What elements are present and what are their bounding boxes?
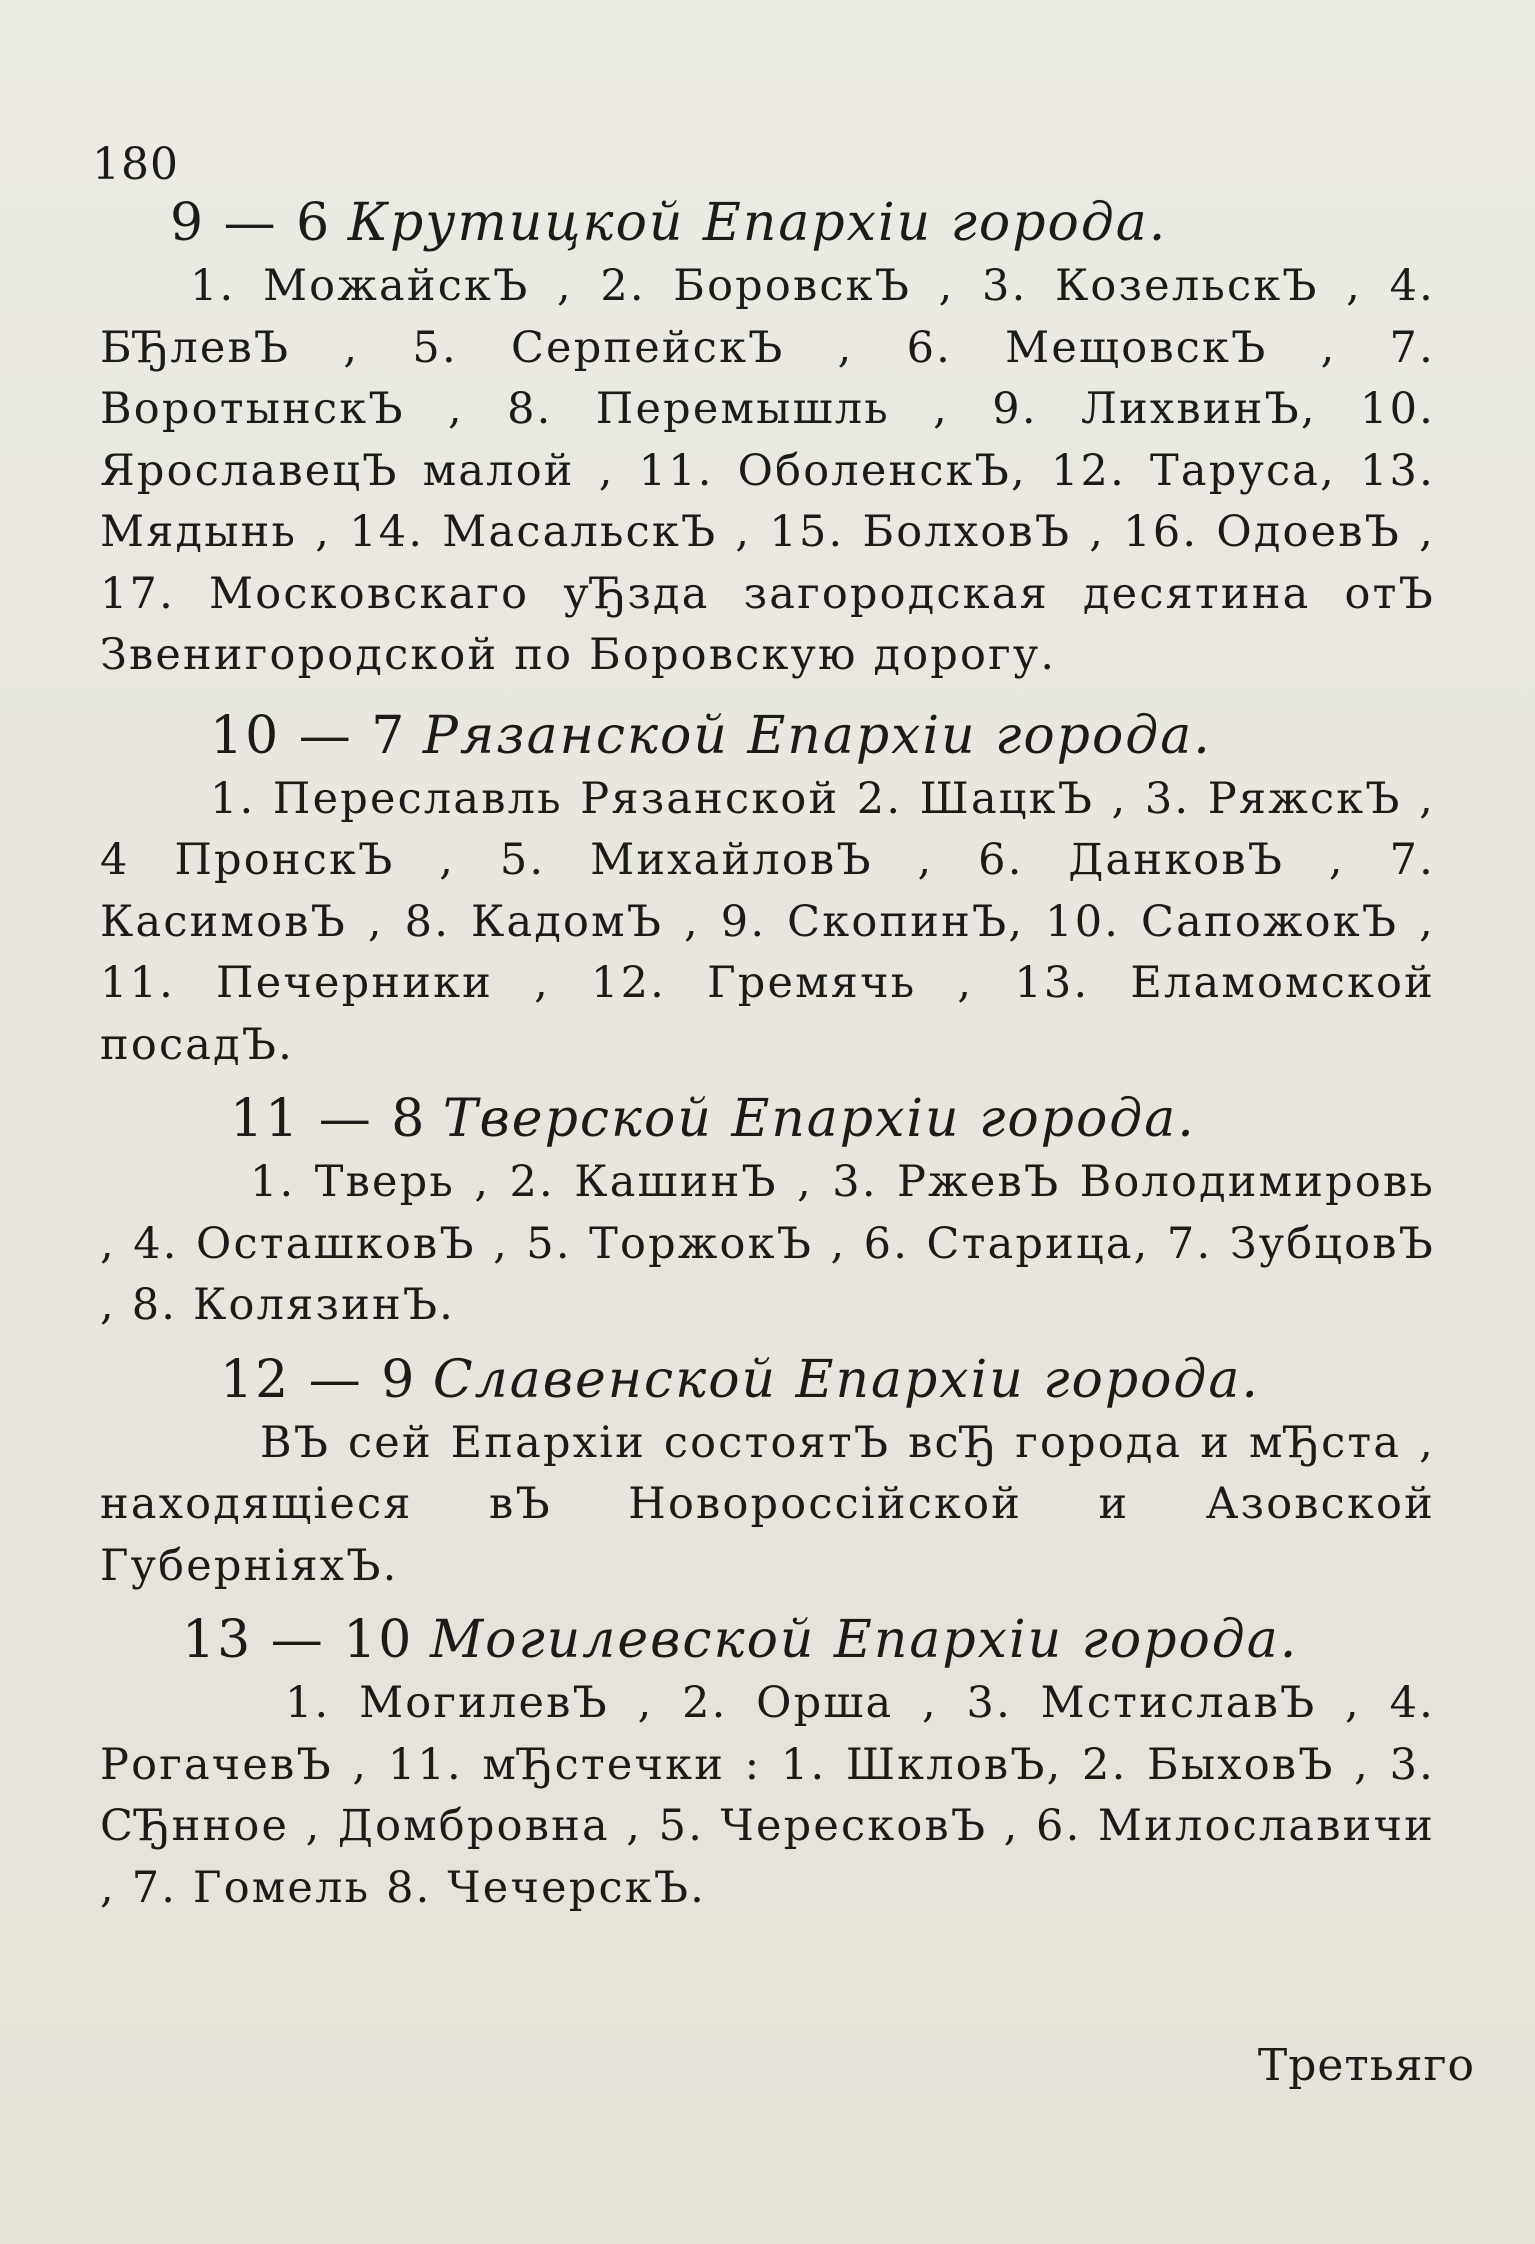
- page-number: 180: [92, 139, 179, 190]
- section-heading: [100, 703, 1435, 769]
- section-number: 9 — 6: [170, 193, 332, 253]
- section-heading: [100, 190, 1435, 256]
- section-tverskaya: [100, 1086, 1435, 1337]
- page-content: [92, 139, 1435, 1919]
- section-number: 12 — 9: [220, 1349, 417, 1410]
- section-number: 13 — 10: [182, 1610, 414, 1670]
- section-heading: [100, 1347, 1435, 1413]
- section-slavenskaya: [100, 1347, 1435, 1598]
- section-number: 10 — 7: [210, 705, 407, 766]
- section-text: 1. Переславль Рязанской 2. ШацкЪ , 3. РяжскЪ , 4 ПронскЪ , 5. МихайловЪ , 6. ДанковЪ , 7. КасимовЪ , 8. КадомЪ , 9. СкопинЪ, 10. СапожокЪ , 11. Печерники , 12. Гремячь , 13. Еламомской посадЪ.: [100, 773, 1435, 1070]
- section-heading: [100, 1086, 1435, 1152]
- section-ryazanskaya: [100, 703, 1435, 1077]
- section-title: Славенской Епархіи города.: [432, 1349, 1260, 1410]
- section-text: 1. МогилевЪ , 2. Орша , 3. МстиславЪ , 4. РогачевЪ , 11. мЂстечки : 1. ШкловЪ, 2. БыховЪ , 3. СЂнное , Домбровна , 5. ЧересковЪ , 6. Милославичи , 7. Гомель 8. ЧечерскЪ.: [100, 1678, 1435, 1913]
- section-heading: [100, 1607, 1435, 1673]
- section-text: 1. МожайскЪ , 2. БоровскЪ , 3. КозельскЪ , 4. БЂлевЪ , 5. СерпейскЪ , 6. МещовскЪ , 7. ВоротынскЪ , 8. Перемышль , 9. ЛихвинЪ, 10. ЯрославецЪ малой , 11. ОболенскЪ, 12. Таруса, 13. Мядынь , 14. МасальскЪ , 15. БолховЪ , 16. ОдоевЪ , 17. Московскаго уЂзда загородская десятина отЪ Звенигородской по Боровскую дорогу.: [100, 261, 1435, 680]
- section-title: Рязанской Епархіи города.: [422, 705, 1212, 766]
- section-krutitskaya: [100, 190, 1435, 687]
- section-title: Могилевской Епархіи города.: [429, 1610, 1299, 1670]
- section-number: 11 — 8: [230, 1089, 427, 1149]
- section-title: Тверской Епархіи города.: [442, 1089, 1196, 1149]
- section-text: ВЪ сей Епархіи состоятЪ всЂ города и мЂста , находящіеся вЪ Новороссійской и Азовской ГуберніяхЪ.: [100, 1417, 1435, 1591]
- section-mogilevskaya: [100, 1607, 1435, 1919]
- catchword: Третьяго: [1257, 2040, 1475, 2091]
- section-title: Крутицкой Епархіи города.: [347, 193, 1168, 253]
- section-text: 1. Тверь , 2. КашинЪ , 3. РжевЪ Володимировь , 4. ОсташковЪ , 5. ТоржокЪ , 6. Старица, 7. ЗубцовЪ , 8. КолязинЪ.: [100, 1157, 1435, 1330]
